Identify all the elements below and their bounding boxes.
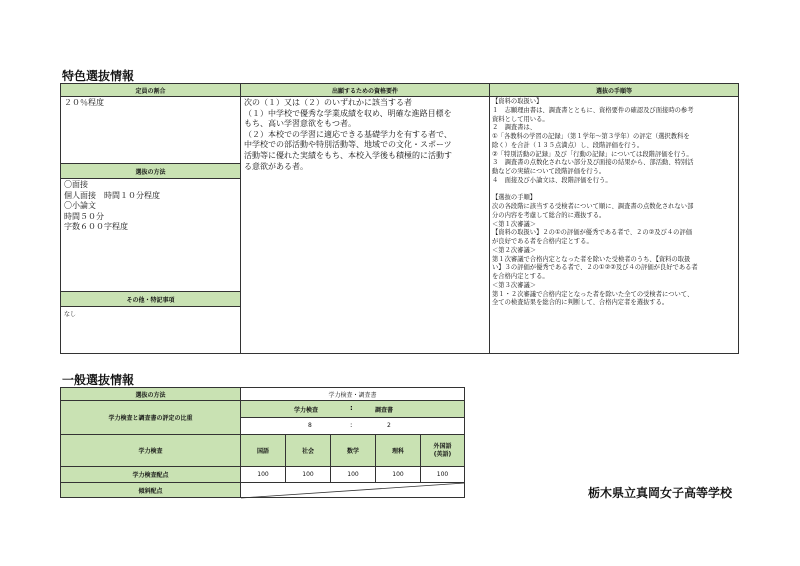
method-value: 学力検査・調査書	[240, 387, 465, 401]
requirements-text: 次の（１）又は（２）のいずれかに該当する者 （１）中学校で優秀な学業成績を収め、明確な進路目標を もち、高い学習意欲をもつ者。 （２）本校での学習に適応できる基礎学力を有する者で、 中学校での部活動や特別活動等、地域での文化・スポーツ 活動等に優れた実績をもち、本校入学後も積極的に活動す る意欲がある者。	[240, 96, 490, 354]
ratio-h2: 調査書	[375, 407, 394, 414]
weighted-value-cell	[240, 482, 465, 498]
header-procedure: 選抜の手順等	[489, 83, 739, 97]
subject-english: 外国語 (英語)	[420, 434, 465, 467]
other-text: なし	[60, 306, 241, 354]
subject-science: 理科	[375, 434, 421, 467]
points-japanese: 100	[240, 466, 286, 483]
header-method: 選抜の方法	[60, 163, 241, 179]
points-label: 学力検査配点	[60, 466, 241, 483]
weighted-label: 傾斜配点	[60, 482, 241, 498]
diagonal-line	[241, 483, 466, 499]
method-label: 選抜の方法	[60, 387, 241, 401]
points-math: 100	[330, 466, 376, 483]
ratio-label: 学力検査と調査書の評定の比重	[60, 400, 241, 435]
section-title-special: 特色選抜情報	[62, 69, 135, 83]
school-name: 栃木県立真岡女子高等学校	[588, 486, 733, 500]
ratio-v1: 8	[308, 422, 312, 429]
header-quota: 定員の割合	[60, 83, 241, 97]
quota-value: ２０％程度	[60, 96, 241, 164]
ratio-value-row	[240, 417, 465, 435]
points-social: 100	[285, 466, 331, 483]
procedure-text: 【資料の取扱い】 １ 志願理由書は、調査書とともに、資格要件の確認及び面接時の参考 資料として用いる。 ２ 調査書は、 ①「各教科の学習の記録」（第１学年～第３学年）の評定（選択教科を 除く）を合計（１３５点満点）し、段階評価を行う。 ②「特別活動の記録」及び「行動の記録」については段階評価を行う。 ３ 調査書の点数化されない部分及び面接の結果から、部活動、特別活 動などの実績について段階評価を行う。 ４ 面接及び小論文は、段階評価を行う。 【選抜の手順】 次の各段階に該当する受検者について順に、調査書の点数化されない部 分の内容を考慮して総合的に選抜する。 ＜第１次審議＞ 【資料の取扱い】２の①の評価が優秀である者で、２の②及び４の評価 が良好である者を合格内定とする。 ＜第２次審議＞ 第１次審議で合格内定となった者を除いた受検者のうち、【資料の取扱 い】３の評価が優秀である者で、２の①②②及び４の評価が良好である者 を合格内定とする。 ＜第３次審議＞ 第１・２次審議で合格内定となった者を除いた全ての受検者について、 全ての検査結果を総合的に判断して、合格内定者を選抜する。	[489, 96, 739, 354]
subject-math: 数学	[330, 434, 376, 467]
points-science: 100	[375, 466, 421, 483]
points-english: 100	[420, 466, 465, 483]
subject-japanese: 国語	[240, 434, 286, 467]
ratio-v2: 2	[387, 422, 391, 429]
section-title-general: 一般選抜情報	[62, 373, 135, 387]
ratio-h-colon: :	[350, 404, 353, 412]
test-label: 学力検査	[60, 434, 241, 467]
header-other: その他・特記事項	[60, 291, 241, 307]
subject-social: 社会	[285, 434, 331, 467]
header-requirements: 出願するための資格要件	[240, 83, 490, 97]
ratio-h1: 学力検査	[294, 407, 319, 414]
ratio-v-colon: :	[350, 421, 353, 429]
method-text: 〇面接 個人面接 時間１０分程度 〇小論文 時間５０分 字数６００字程度	[60, 178, 241, 292]
